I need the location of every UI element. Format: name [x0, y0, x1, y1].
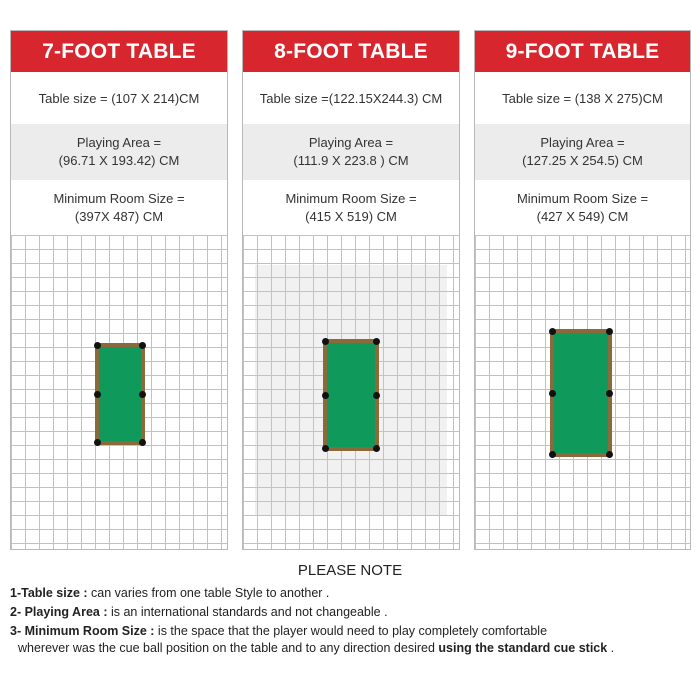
pocket — [139, 391, 146, 398]
pocket — [549, 451, 556, 458]
pocket — [373, 445, 380, 452]
room-size-label: Minimum Room Size = — [516, 190, 649, 206]
note-table-size — [10, 586, 329, 600]
note-term: 1-Table size : — [10, 586, 88, 600]
note-term: 3- Minimum Room Size : — [10, 624, 155, 638]
room-size-value: (415 X 519) CM — [305, 208, 397, 224]
table-size-text: Table size = (138 X 275)CM — [475, 72, 690, 124]
note-text: is an international standards and not changeable . — [107, 605, 388, 619]
playing-area-row — [11, 124, 227, 180]
table-size-text: Table size =(122.15X244.3) CM — [243, 72, 459, 124]
playing-area-label: Playing Area = — [76, 135, 162, 150]
playing-area-value: (111.9 X 223.8 ) CM — [293, 153, 409, 168]
room-size-label: Minimum Room Size = — [53, 190, 185, 206]
panel-title: 7-FOOT TABLE — [11, 31, 227, 72]
playing-area-value: (127.25 X 254.5) CM — [522, 153, 643, 168]
pocket — [322, 338, 329, 345]
pocket — [606, 328, 613, 335]
note-text: can varies from one table Style to another . — [87, 586, 330, 600]
pool-table-diagram — [95, 343, 145, 445]
room-size-value: (397X 487) CM — [74, 208, 164, 224]
note-text: wherever was the cue ball position on the table and to any direction desired — [18, 641, 439, 655]
pocket — [322, 392, 329, 399]
room-size-row — [475, 180, 690, 235]
pocket — [373, 338, 380, 345]
panel-7-foot — [10, 30, 228, 550]
pocket — [606, 390, 613, 397]
pool-table-diagram — [323, 339, 379, 451]
playing-area-value: (96.71 X 193.42) CM — [58, 153, 180, 168]
room-grid — [11, 235, 227, 549]
panel-title: 8-FOOT TABLE — [243, 31, 459, 72]
pocket — [606, 451, 613, 458]
please-note-heading: PLEASE NOTE — [297, 562, 403, 579]
room-size-label: Minimum Room Size = — [285, 190, 417, 206]
room-size-row — [243, 180, 459, 235]
table-size-text: Table size = (107 X 214)CM — [11, 72, 227, 124]
pool-table-diagram — [550, 329, 612, 457]
panel-title: 9-FOOT TABLE — [475, 31, 690, 72]
pocket — [139, 342, 146, 349]
pocket — [139, 439, 146, 446]
note-text: . — [607, 641, 615, 655]
playing-area-label: Playing Area = — [540, 135, 625, 150]
note-room-size-continued — [18, 641, 614, 655]
pocket — [549, 390, 556, 397]
pocket — [94, 391, 101, 398]
room-size-row — [11, 180, 227, 235]
room-size-value: (427 X 549) CM — [536, 208, 629, 224]
note-playing-area — [10, 605, 388, 619]
note-text: is the space that the player would need to play completely comfortable — [154, 624, 548, 638]
note-room-size — [10, 624, 547, 638]
note-term: 2- Playing Area : — [10, 605, 108, 619]
pocket — [373, 392, 380, 399]
pocket — [94, 342, 101, 349]
panel-9-foot — [474, 30, 691, 550]
room-grid — [243, 235, 459, 549]
playing-area-row — [475, 124, 690, 180]
note-emphasis: using the standard cue stick — [438, 641, 608, 655]
room-grid — [475, 235, 690, 549]
playing-area-label: Playing Area = — [308, 135, 394, 150]
panel-8-foot — [242, 30, 460, 550]
pocket — [322, 445, 329, 452]
pocket — [549, 328, 556, 335]
pocket — [94, 439, 101, 446]
playing-area-row — [243, 124, 459, 180]
